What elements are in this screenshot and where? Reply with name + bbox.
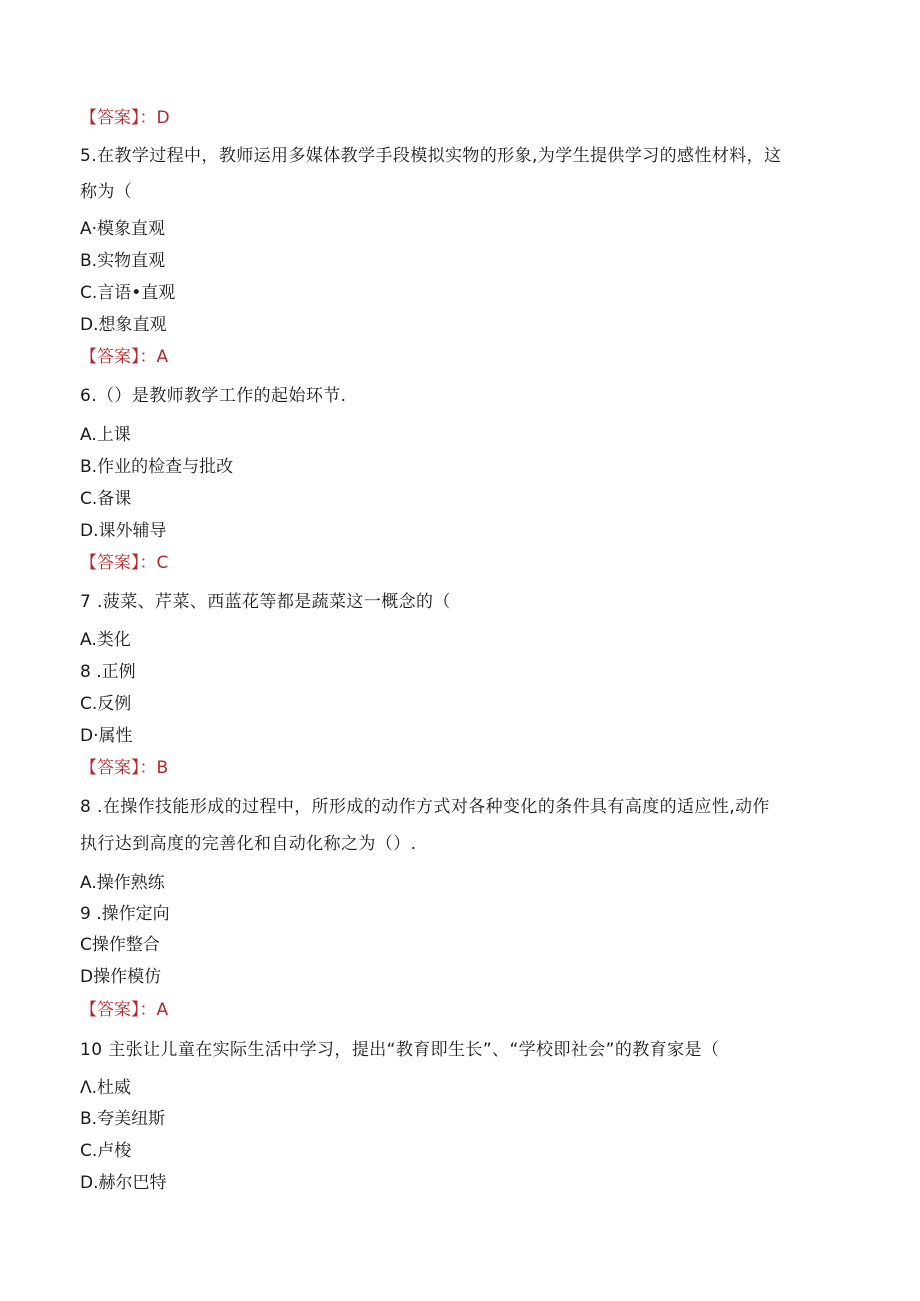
option-c: C操作整合 (80, 935, 160, 955)
answer-line: 【答案】：A (80, 1000, 169, 1020)
option-a: A·模象直观 (80, 219, 166, 239)
option-d: D.想象直观 (80, 315, 167, 335)
answer-line: 【答案】：C (80, 553, 169, 573)
option-b: B.实物直观 (80, 251, 166, 271)
question-text: 执行达到高度的完善化和自动化称之为（）. (80, 834, 417, 854)
option-a: A.操作熟练 (80, 873, 165, 893)
option-c: C.反例 (80, 694, 132, 714)
option-a: Λ.杜威 (80, 1078, 132, 1098)
question-text: 7 .菠菜、芹菜、西蓝花等都是蔬菜这一概念的（ (80, 592, 451, 612)
option-b: 9 .操作定向 (80, 904, 170, 924)
question-text: 8 .在操作技能形成的过程中，所形成的动作方式对各种变化的条件具有高度的适应性,动作 (80, 797, 770, 817)
option-b: B.作业的检查与批改 (80, 457, 234, 477)
option-c: C.备课 (80, 489, 132, 509)
option-d: D.课外辅导 (80, 521, 167, 541)
option-c: C.卢梭 (80, 1141, 132, 1161)
option-c: C.言语•直观 (80, 283, 176, 303)
option-b: 8 .正例 (80, 662, 136, 682)
answer-line: 【答案】：B (80, 758, 169, 778)
option-d: D.赫尔巴特 (80, 1173, 167, 1193)
question-text: 6.（）是教师教学工作的起始环节. (80, 386, 347, 406)
question-text: 称为（ (80, 182, 133, 202)
option-a: A.类化 (80, 630, 131, 650)
answer-line: 【答案】：D (80, 108, 170, 128)
option-b: B.夸美纽斯 (80, 1109, 166, 1129)
answer-line: 【答案】：A (80, 347, 169, 367)
question-text: 10 主张让儿童在实际生活中学习，提出“教育即生长”、“学校即社会”的教育家是（ (80, 1040, 720, 1060)
option-d: D·属性 (80, 726, 133, 746)
question-text: 5.在教学过程中，教师运用多媒体教学手段模拟实物的形象,为学生提供学习的感性材料，这 (80, 146, 782, 166)
option-a: A.上课 (80, 425, 131, 445)
option-d: D操作模仿 (80, 967, 162, 987)
